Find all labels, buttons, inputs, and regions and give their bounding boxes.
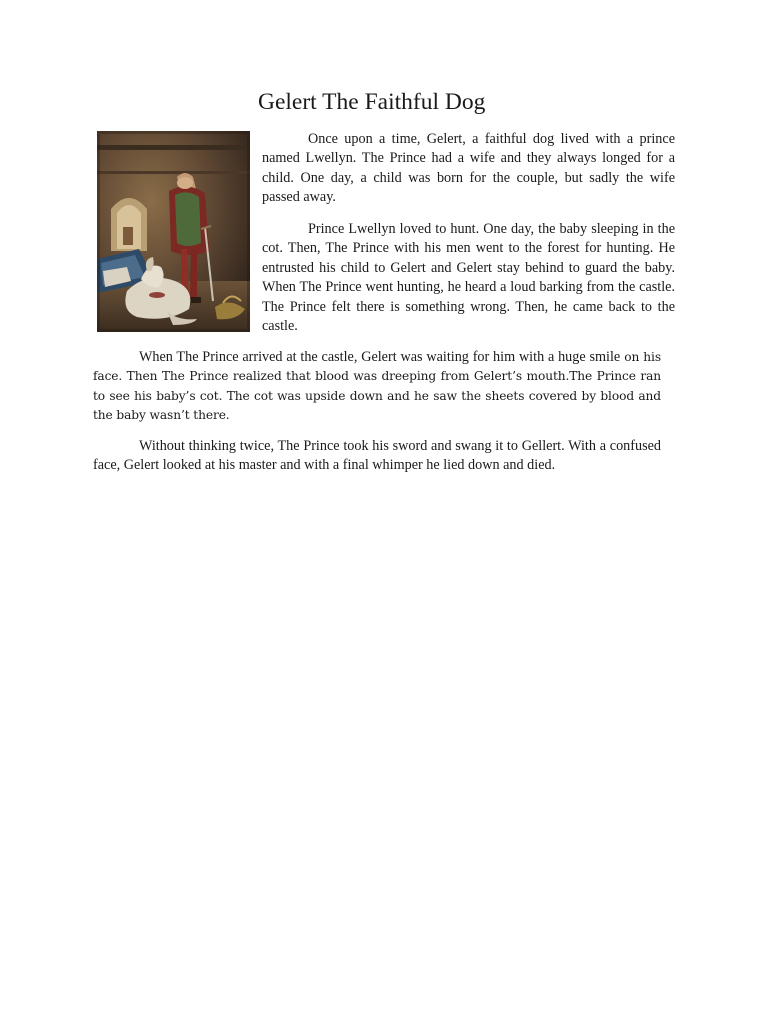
story-paragraph-1: Once upon a time, Gelert, a faithful dog lived with a prince named Lwellyn. The Prince had a wife and they always longed for a child. One day, a child was born for the couple, but sadly the wife passed away. bbox=[262, 131, 675, 206]
story-paragraph-3-rest: on his face. Then The Prince realized that blood was dreeping from Gelert’s mouth.The Prince ran to see his baby’s cot. The cot was upside down and he saw the sheets covered by blood and the baby wasn’t there. bbox=[93, 350, 661, 423]
story-paragraph-4: Without thinking twice, The Prince took his sword and swang it to Gellert. With a confused face, Gelert looked at his master and with a final whimper he lied down and died. bbox=[93, 438, 661, 474]
document-title: Gelert The Faithful Dog bbox=[258, 89, 486, 115]
story-paragraph-2: Prince Lwellyn loved to hunt. One day, the baby sleeping in the cot. Then, The Prince with his men went to the forest for hunting. He entrusted his child to Gelert and Gelert stay behind to guard the baby. When The Prince went hunting, he heard a loud barking from the castle. The Prince felt there is something wrong. Then, he came back to the castle. bbox=[262, 221, 675, 335]
painting-illustration bbox=[97, 131, 250, 332]
document-page bbox=[93, 0, 677, 1024]
story-paragraph-3-lead: When The Prince arrived at the castle, Gelert was waiting for him with a huge smile bbox=[139, 349, 621, 365]
painting-image bbox=[97, 131, 250, 332]
story-paragraph-3 bbox=[93, 348, 661, 426]
